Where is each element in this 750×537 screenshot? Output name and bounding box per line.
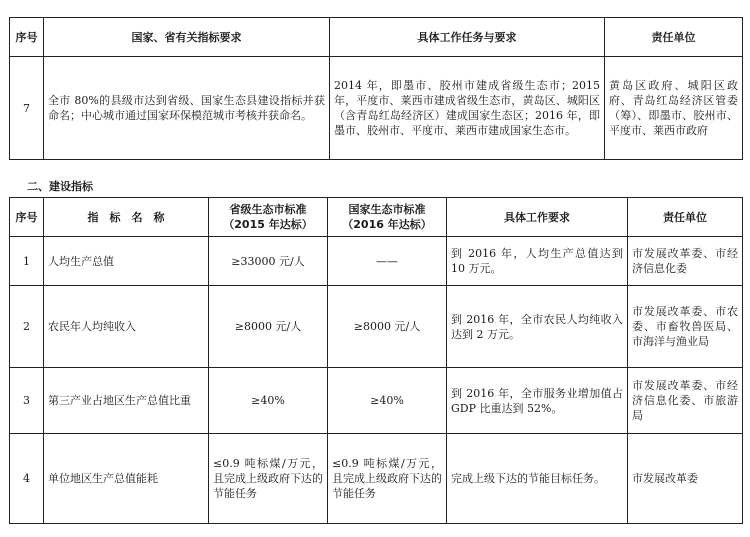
row-indicator-name: 农民年人均纯收入 bbox=[44, 286, 209, 368]
row-provincial-standard: ≥8000 元/人 bbox=[209, 286, 328, 368]
header-specific-requirements: 具体工作要求 bbox=[447, 198, 628, 237]
section-title: 二、建设指标 bbox=[27, 180, 93, 193]
header-provincial-standard bbox=[209, 198, 328, 237]
row-task-text: 2014 年，即墨市、胶州市建成省级生态市；2015 年，平度市、莱西市建成省级生态市，黄岛区、城阳区（含青岛红岛经济区）建成国家生态区；2016 年，即墨市、胶州市、平度市、莱西市建成国家生态市。 bbox=[330, 57, 605, 160]
header-responsible-unit: 责任单位 bbox=[605, 18, 743, 57]
row-indicator-name: 第三产业占地区生产总值比重 bbox=[44, 368, 209, 434]
table-row bbox=[10, 237, 743, 286]
row-indicator-name: 单位地区生产总值能耗 bbox=[44, 434, 209, 524]
row-serial-number: 1 bbox=[10, 237, 44, 286]
row-task-text: 到 2016 年，人均生产总值达到 10 万元。 bbox=[447, 237, 628, 286]
construction-indicators-table bbox=[9, 197, 743, 524]
table-row bbox=[10, 434, 743, 524]
header-national-standard-year: （2016 年达标） bbox=[342, 218, 432, 231]
row-requirement-text: 全市 80%的县级市达到省级、国家生态县建设指标并获命名；中心城市通过国家环保模范城市考核并获命名。 bbox=[44, 57, 330, 160]
row-serial-number: 3 bbox=[10, 368, 44, 434]
header-serial-number: 序号 bbox=[10, 18, 44, 57]
row-serial-number: 2 bbox=[10, 286, 44, 368]
responsibility-table bbox=[9, 17, 743, 160]
row-task-text: 完成上级下达的节能目标任务。 bbox=[447, 434, 628, 524]
row-unit-text: 黄岛区政府、城阳区政府、青岛红岛经济区管委（筹）、即墨市、胶州市、平度市、莱西市政府 bbox=[605, 57, 743, 160]
row-national-standard: ≥8000 元/人 bbox=[328, 286, 447, 368]
row-serial-number: 4 bbox=[10, 434, 44, 524]
header-responsible-unit: 责任单位 bbox=[628, 198, 743, 237]
header-national-standard bbox=[328, 198, 447, 237]
row-unit-text: 市发展改革委、市经济信息化委、市旅游局 bbox=[628, 368, 743, 434]
row-serial-number: 7 bbox=[10, 57, 44, 160]
table-row bbox=[10, 368, 743, 434]
header-national-standard-title: 国家生态市标准 bbox=[348, 203, 426, 216]
header-specific-tasks: 具体工作任务与要求 bbox=[330, 18, 605, 57]
header-indicator-name: 指 标 名 称 bbox=[44, 198, 209, 237]
row-provincial-standard: ≥33000 元/人 bbox=[209, 237, 328, 286]
header-provincial-standard-title: 省级生态市标准 bbox=[229, 203, 307, 216]
row-provincial-standard: ≥40% bbox=[209, 368, 328, 434]
table-row bbox=[10, 57, 743, 160]
header-serial-number: 序号 bbox=[10, 198, 44, 237]
header-national-provincial-requirements: 国家、省有关指标要求 bbox=[44, 18, 330, 57]
row-national-standard: ≤0.9 吨标煤/万元，且完成上级政府下达的节能任务 bbox=[328, 434, 447, 524]
header-provincial-standard-year: （2015 年达标） bbox=[223, 218, 313, 231]
row-task-text: 到 2016 年，全市服务业增加值占 GDP 比重达到 52%。 bbox=[447, 368, 628, 434]
row-provincial-standard: ≤0.9 吨标煤/万元，且完成上级政府下达的节能任务 bbox=[209, 434, 328, 524]
row-unit-text: 市发展改革委 bbox=[628, 434, 743, 524]
row-unit-text: 市发展改革委、市经济信息化委 bbox=[628, 237, 743, 286]
row-task-text: 到 2016 年，全市农民人均纯收入达到 2 万元。 bbox=[447, 286, 628, 368]
row-national-standard: ≥40% bbox=[328, 368, 447, 434]
row-indicator-name: 人均生产总值 bbox=[44, 237, 209, 286]
table-row bbox=[10, 286, 743, 368]
row-national-standard: —— bbox=[328, 237, 447, 286]
row-unit-text: 市发展改革委、市农委、市畜牧兽医局、市海洋与渔业局 bbox=[628, 286, 743, 368]
